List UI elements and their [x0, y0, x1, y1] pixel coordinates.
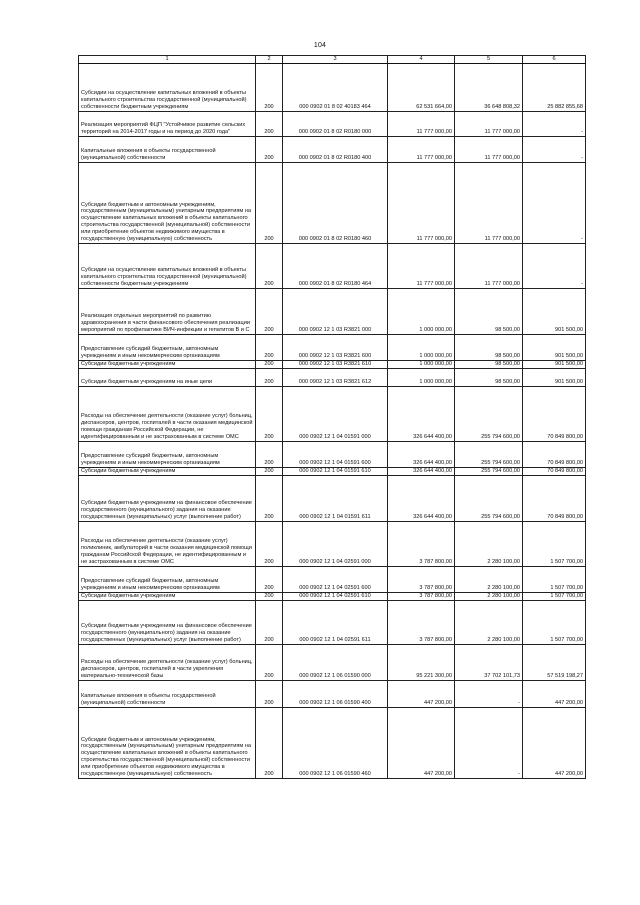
table-row	[79, 681, 586, 708]
row-approved-cell: 447 200,00	[388, 708, 455, 779]
row-code-cell: 000 0902 12 1 04 02591 000	[283, 522, 388, 567]
row-executed-cell: 37 702 101,73	[455, 645, 523, 681]
row-code-cell: 000 0902 12 1 06 01590 400	[283, 681, 388, 708]
table-row	[79, 369, 586, 387]
row-approved-cell: 326 644 400,00	[388, 476, 455, 522]
row-col2-cell: 200	[256, 64, 283, 112]
row-col2-cell: 200	[256, 335, 283, 361]
table-row	[79, 476, 586, 522]
row-col2-cell: 200	[256, 708, 283, 779]
row-approved-cell: 3 787 800,00	[388, 601, 455, 645]
row-code-cell: 000 0902 01 8 02 40183 464	[283, 64, 388, 112]
row-approved-cell: 11 777 000,00	[388, 137, 455, 163]
row-name-cell: Расходы на обеспечение деятельности (оказание услуг) поликлиник, амбулаторий в части оказания медицинской помощи гражданам Российской Федерации, не идентифицированным и не застрахованным в системе ОМС	[79, 522, 256, 567]
row-name-cell: Субсидии бюджетным учреждениям на финансовое обеспечение государственного (муниципального) задания на оказание государственных (муниципальных) услуг (выполнение работ)	[79, 476, 256, 522]
row-unexecuted-cell: -	[523, 137, 586, 163]
row-executed-cell: 2 280 100,00	[455, 567, 523, 593]
row-name-cell: Предоставление субсидий бюджетным, автономным учреждениям и иным некоммерческим организациям	[79, 442, 256, 468]
row-code-cell: 000 0902 01 8 02 R0180 400	[283, 137, 388, 163]
row-executed-cell: 98 500,00	[455, 369, 523, 387]
row-col2-cell: 200	[256, 645, 283, 681]
row-code-cell: 000 0902 12 1 03 R3821 600	[283, 335, 388, 361]
row-unexecuted-cell: 1 507 700,00	[523, 567, 586, 593]
row-unexecuted-cell: 70 849 800,00	[523, 476, 586, 522]
row-code-cell: 000 0902 01 8 02 R0180 000	[283, 112, 388, 137]
row-code-cell: 000 0902 12 1 04 01591 610	[283, 468, 388, 476]
row-name-cell: Реализация отдельных мероприятий по развитию здравоохранения в части финансового обеспечения реализации мероприятий по профилактике ВИЧ-инфекции и гепатитов В и С	[79, 289, 256, 335]
table-row	[79, 645, 586, 681]
row-approved-cell: 1 000 000,00	[388, 289, 455, 335]
row-col2-cell: 200	[256, 681, 283, 708]
row-code-cell: 000 0902 12 1 03 R3821 000	[283, 289, 388, 335]
row-name-cell: Субсидии бюджетным учреждениям на финансовое обеспечение государственного (муниципального) задания на оказание государственных (муниципальных) услуг (выполнение работ)	[79, 601, 256, 645]
row-code-cell: 000 0902 12 1 06 01590 000	[283, 645, 388, 681]
table-row	[79, 244, 586, 289]
row-approved-cell: 1 000 000,00	[388, 361, 455, 369]
row-unexecuted-cell: 901 500,00	[523, 369, 586, 387]
header-col-5: 5	[455, 56, 523, 64]
row-code-cell: 000 0902 01 8 02 R0180 460	[283, 163, 388, 244]
table-body	[79, 56, 586, 779]
row-unexecuted-cell: 901 500,00	[523, 289, 586, 335]
row-code-cell: 000 0902 12 1 04 02591 610	[283, 593, 388, 601]
row-name-cell: Субсидии бюджетным и автономным учреждениям, государственным (муниципальным) унитарным предприятиям на осуществление капитальных вложений в объекты капитального строительства государственной (муниципальной) собственности или приобретение объектов недвижимого имущества в государственную (муниципальную) собственность	[79, 163, 256, 244]
table-row	[79, 163, 586, 244]
row-col2-cell: 200	[256, 112, 283, 137]
row-approved-cell: 11 777 000,00	[388, 163, 455, 244]
row-unexecuted-cell: 70 849 800,00	[523, 468, 586, 476]
row-unexecuted-cell: -	[523, 112, 586, 137]
table-row	[79, 442, 586, 468]
row-approved-cell: 11 777 000,00	[388, 244, 455, 289]
row-name-cell: Субсидии бюджетным и автономным учреждениям, государственным (муниципальным) унитарным предприятиям на осуществление капитальных вложений в объекты капитального строительства государственной (муниципальной) собственности или приобретение объектов недвижимого имущества в государственную (муниципальную) собственность	[79, 708, 256, 779]
row-approved-cell: 1 000 000,00	[388, 335, 455, 361]
row-executed-cell: 36 648 808,32	[455, 64, 523, 112]
row-executed-cell: 2 280 100,00	[455, 593, 523, 601]
row-code-cell: 000 0902 12 1 03 R3821 612	[283, 369, 388, 387]
row-name-cell: Капитальные вложения в объекты государственной (муниципальной) собственности	[79, 681, 256, 708]
row-name-cell: Расходы на обеспечение деятельности (оказание услуг) больниц, диспансеров, центров, госпиталей в части укрепления материально-технической базы	[79, 645, 256, 681]
header-col-6: 6	[523, 56, 586, 64]
row-code-cell: 000 0902 12 1 04 01591 000	[283, 387, 388, 442]
row-approved-cell: 447 200,00	[388, 681, 455, 708]
row-executed-cell: 98 500,00	[455, 335, 523, 361]
row-name-cell: Субсидии на осуществление капитальных вложений в объекты капитального строительства государственной (муниципальной) собственности бюджетным учреждениям	[79, 244, 256, 289]
header-row	[79, 56, 586, 64]
row-executed-cell: -	[455, 708, 523, 779]
table-row	[79, 567, 586, 593]
row-code-cell: 000 0902 12 1 03 R3821 610	[283, 361, 388, 369]
row-unexecuted-cell: -	[523, 244, 586, 289]
row-approved-cell: 62 531 664,00	[388, 64, 455, 112]
row-col2-cell: 200	[256, 468, 283, 476]
row-col2-cell: 200	[256, 137, 283, 163]
row-approved-cell: 3 787 800,00	[388, 567, 455, 593]
row-col2-cell: 200	[256, 289, 283, 335]
header-col-1: 1	[79, 56, 256, 64]
row-name-cell: Субсидии бюджетным учреждениям	[79, 361, 256, 369]
row-code-cell: 000 0902 12 1 04 01591 600	[283, 442, 388, 468]
row-executed-cell: 255 794 600,00	[455, 442, 523, 468]
row-executed-cell: 2 280 100,00	[455, 601, 523, 645]
row-approved-cell: 3 787 800,00	[388, 522, 455, 567]
row-code-cell: 000 0902 12 1 04 01591 611	[283, 476, 388, 522]
row-executed-cell: 11 777 000,00	[455, 244, 523, 289]
row-col2-cell: 200	[256, 476, 283, 522]
row-executed-cell: 11 777 000,00	[455, 163, 523, 244]
row-col2-cell: 200	[256, 387, 283, 442]
table-row	[79, 468, 586, 476]
header-col-3: 3	[283, 56, 388, 64]
row-unexecuted-cell: 1 507 700,00	[523, 601, 586, 645]
table-row	[79, 289, 586, 335]
row-executed-cell: 98 500,00	[455, 289, 523, 335]
row-code-cell: 000 0902 01 8 02 R0180 464	[283, 244, 388, 289]
row-col2-cell: 200	[256, 369, 283, 387]
row-approved-cell: 1 000 000,00	[388, 369, 455, 387]
row-name-cell: Капитальные вложения в объекты государственной (муниципальной) собственности	[79, 137, 256, 163]
row-code-cell: 000 0902 12 1 06 01590 460	[283, 708, 388, 779]
row-executed-cell: 255 794 600,00	[455, 468, 523, 476]
table-row	[79, 335, 586, 361]
row-unexecuted-cell: 25 882 855,68	[523, 64, 586, 112]
row-executed-cell: 11 777 000,00	[455, 137, 523, 163]
table-row	[79, 601, 586, 645]
page-number: 104	[313, 42, 327, 49]
table-row	[79, 387, 586, 442]
row-unexecuted-cell: 447 200,00	[523, 681, 586, 708]
row-name-cell: Субсидии бюджетным учреждениям на иные цели	[79, 369, 256, 387]
row-code-cell: 000 0902 12 1 04 02591 611	[283, 601, 388, 645]
row-approved-cell: 326 644 400,00	[388, 468, 455, 476]
row-name-cell: Расходы на обеспечение деятельности (оказание услуг) больниц, диспансеров, центров, госпиталей в части оказания медицинской помощи гражданам Российской Федерации, не идентифицированным и не застрахованным в системе ОМС	[79, 387, 256, 442]
table-row	[79, 522, 586, 567]
row-col2-cell: 200	[256, 163, 283, 244]
row-col2-cell: 200	[256, 244, 283, 289]
row-unexecuted-cell: 901 500,00	[523, 335, 586, 361]
header-col-2: 2	[256, 56, 283, 64]
row-col2-cell: 200	[256, 522, 283, 567]
budget-execution-table	[78, 55, 586, 779]
row-unexecuted-cell: 70 849 800,00	[523, 387, 586, 442]
table-row	[79, 708, 586, 779]
row-executed-cell: 2 280 100,00	[455, 522, 523, 567]
table-row	[79, 361, 586, 369]
table-row	[79, 64, 586, 112]
row-unexecuted-cell: 57 519 198,27	[523, 645, 586, 681]
table-row	[79, 112, 586, 137]
table-row	[79, 137, 586, 163]
row-col2-cell: 200	[256, 601, 283, 645]
row-col2-cell: 200	[256, 593, 283, 601]
row-unexecuted-cell: 1 507 700,00	[523, 593, 586, 601]
row-name-cell: Предоставление субсидий бюджетным, автономным учреждениям и иным некоммерческим организациям	[79, 567, 256, 593]
row-unexecuted-cell: -	[523, 163, 586, 244]
row-executed-cell: 11 777 000,00	[455, 112, 523, 137]
row-unexecuted-cell: 70 849 800,00	[523, 442, 586, 468]
table-row	[79, 593, 586, 601]
row-approved-cell: 326 644 400,00	[388, 442, 455, 468]
row-unexecuted-cell: 1 507 700,00	[523, 522, 586, 567]
row-name-cell: Реализация мероприятий ФЦП "Устойчивое развитие сельских территорий на 2014-2017 годы и на период до 2020 года"	[79, 112, 256, 137]
row-approved-cell: 326 644 400,00	[388, 387, 455, 442]
row-executed-cell: 255 794 600,00	[455, 387, 523, 442]
row-approved-cell: 3 787 800,00	[388, 593, 455, 601]
row-approved-cell: 11 777 000,00	[388, 112, 455, 137]
row-name-cell: Субсидии на осуществление капитальных вложений в объекты капитального строительства государственной (муниципальной) собственности бюджетным учреждениям	[79, 64, 256, 112]
row-col2-cell: 200	[256, 567, 283, 593]
row-code-cell: 000 0902 12 1 04 02591 600	[283, 567, 388, 593]
row-executed-cell: 255 794 600,00	[455, 476, 523, 522]
header-col-4: 4	[388, 56, 455, 64]
row-name-cell: Субсидии бюджетным учреждениям	[79, 468, 256, 476]
row-col2-cell: 200	[256, 442, 283, 468]
row-unexecuted-cell: 901 500,00	[523, 361, 586, 369]
row-approved-cell: 95 221 300,00	[388, 645, 455, 681]
row-executed-cell: 98 500,00	[455, 361, 523, 369]
row-name-cell: Субсидии бюджетным учреждениям	[79, 593, 256, 601]
row-col2-cell: 200	[256, 361, 283, 369]
row-name-cell: Предоставление субсидий бюджетным, автономным учреждениям и иным некоммерческим организациям	[79, 335, 256, 361]
row-executed-cell: -	[455, 681, 523, 708]
row-unexecuted-cell: 447 200,00	[523, 708, 586, 779]
